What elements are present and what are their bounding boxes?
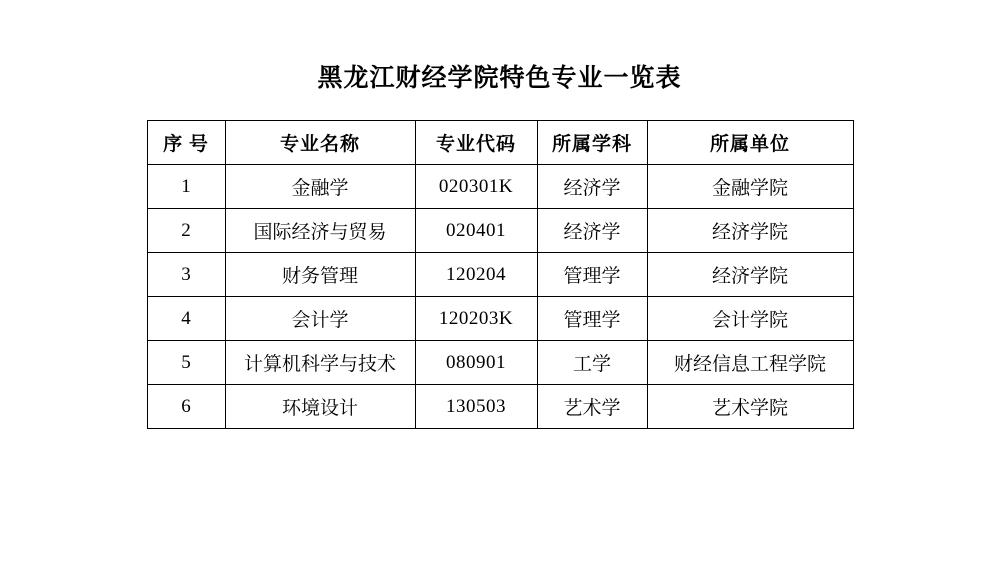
cell-major-name: 计算机科学与技术 [225,341,415,385]
cell-unit: 会计学院 [647,297,853,341]
cell-major-name: 国际经济与贸易 [225,209,415,253]
cell-unit: 经济学院 [647,253,853,297]
table-row [147,165,853,209]
cell-no: 1 [147,165,225,209]
table-row [147,253,853,297]
cell-major-code: 020401 [415,209,537,253]
table-row [147,341,853,385]
table-row [147,385,853,429]
table-body [147,165,853,429]
page-title: 黑龙江财经学院特色专业一览表 [317,64,682,92]
column-header-unit: 所属单位 [647,121,853,165]
column-header-major-code: 专业代码 [415,121,537,165]
cell-discipline: 经济学 [537,165,647,209]
cell-major-code: 080901 [415,341,537,385]
cell-discipline: 管理学 [537,297,647,341]
cell-discipline: 工学 [537,341,647,385]
cell-major-name: 会计学 [225,297,415,341]
cell-no: 5 [147,341,225,385]
cell-discipline: 艺术学 [537,385,647,429]
column-header-discipline: 所属学科 [537,121,647,165]
table-row [147,297,853,341]
cell-major-name: 环境设计 [225,385,415,429]
cell-unit: 艺术学院 [647,385,853,429]
cell-major-code: 020301K [415,165,537,209]
table-header-row [147,121,853,165]
cell-no: 4 [147,297,225,341]
cell-major-name: 金融学 [225,165,415,209]
cell-major-code: 120204 [415,253,537,297]
cell-unit: 金融学院 [647,165,853,209]
cell-major-code: 130503 [415,385,537,429]
column-header-no: 序 号 [147,121,225,165]
cell-discipline: 管理学 [537,253,647,297]
cell-no: 3 [147,253,225,297]
cell-no: 6 [147,385,225,429]
cell-no: 2 [147,209,225,253]
cell-discipline: 经济学 [537,209,647,253]
column-header-major-name: 专业名称 [225,121,415,165]
cell-unit: 财经信息工程学院 [647,341,853,385]
cell-unit: 经济学院 [647,209,853,253]
table-row [147,209,853,253]
cell-major-code: 120203K [415,297,537,341]
table-header [147,121,853,165]
table-container [147,94,853,429]
featured-majors-table [147,120,854,429]
cell-major-name: 财务管理 [225,253,415,297]
